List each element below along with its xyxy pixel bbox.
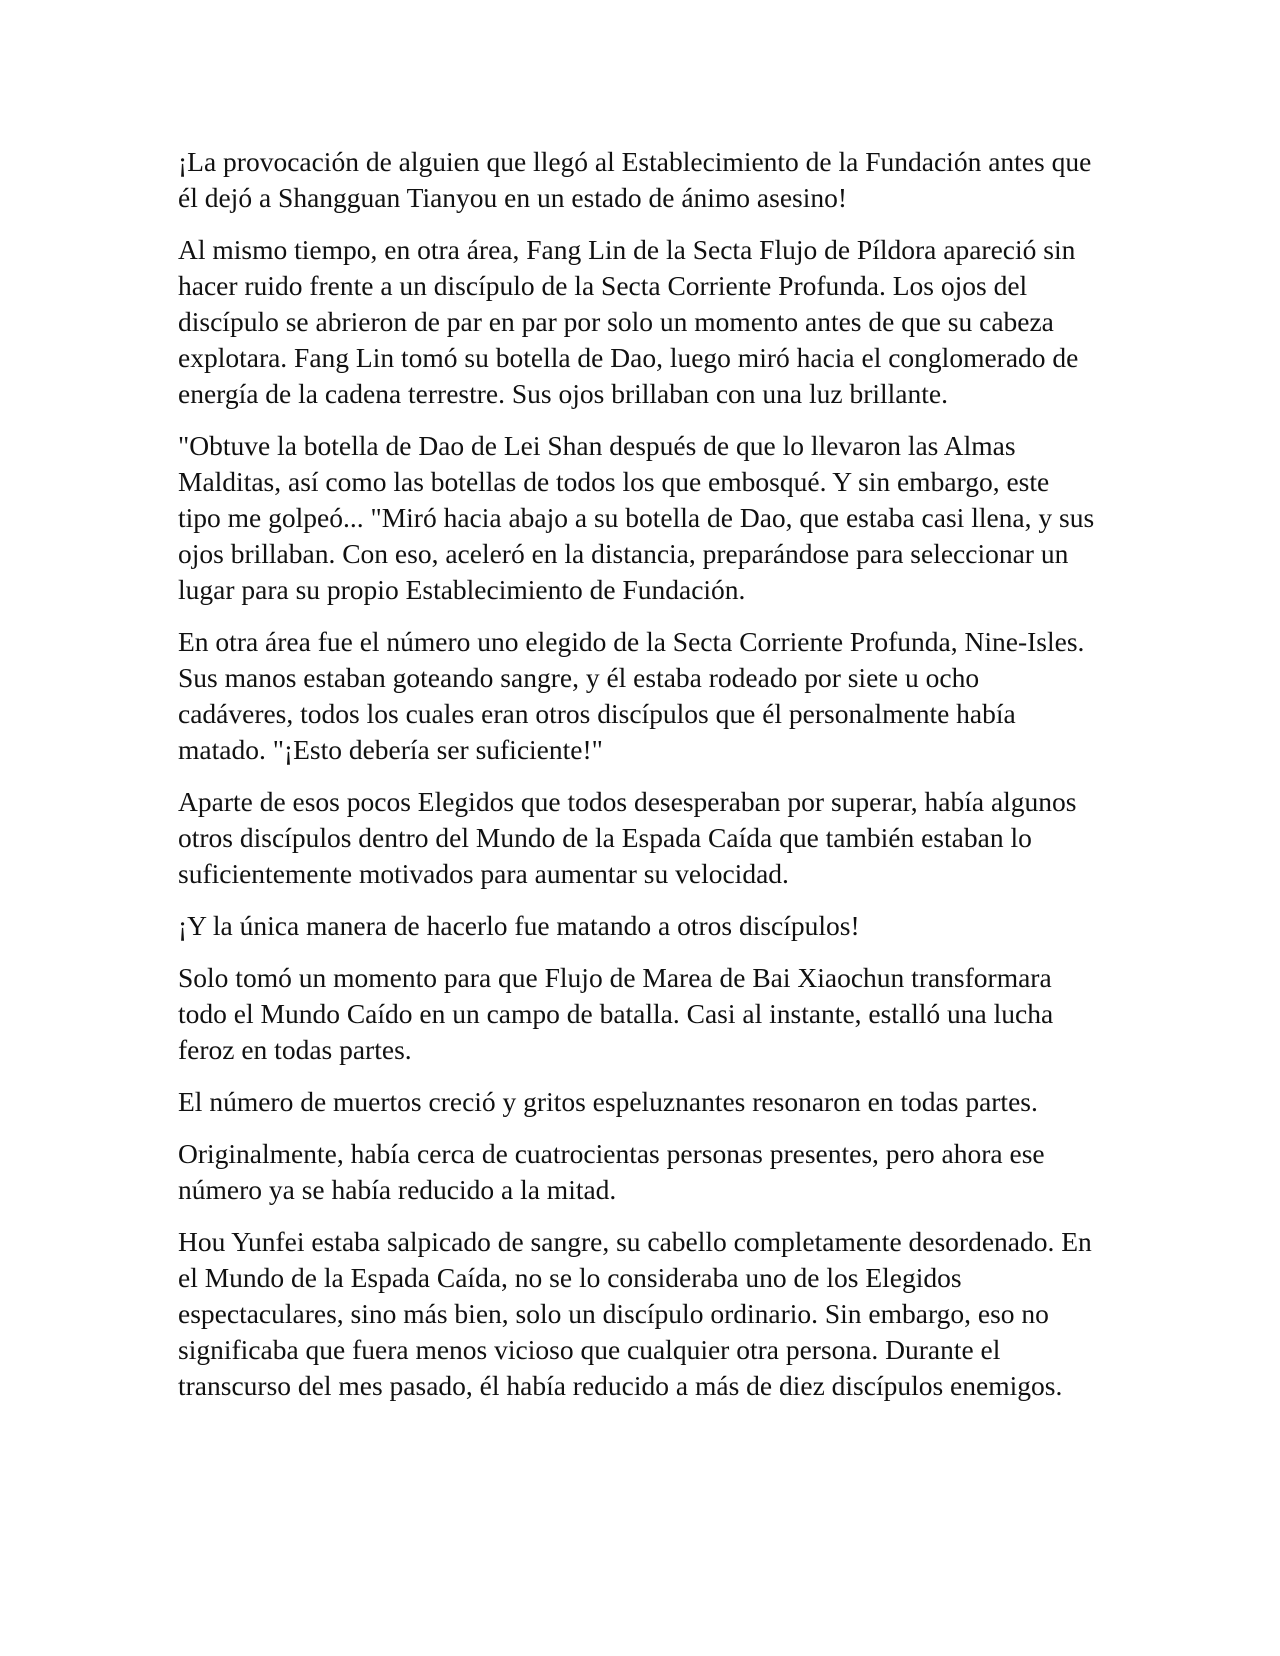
paragraph-10: Hou Yunfei estaba salpicado de sangre, su cabello completamente desordenado. En el Mundo de la Espada Caída, no se lo consideraba uno de los Elegidos espectaculares, sino más bien, solo un discípulo ordinario. Sin embargo, eso no significaba que fuera menos vicioso que cualquier otra persona. Durante el transcurso del mes pasado, él había reducido a más de diez discípulos enemigos. (178, 1226, 1092, 1401)
document-body (178, 144, 1098, 1420)
paragraph-4: En otra área fue el número uno elegido de la Secta Corriente Profunda, Nine-Isles. Sus manos estaban goteando sangre, y él estaba rodeado por siete u ocho cadáveres, todos los cuales eran otros discípulos que él personalmente había matado. "¡Esto debería ser suficiente!" (178, 626, 1085, 765)
paragraph-7: Solo tomó un momento para que Flujo de Marea de Bai Xiaochun transformara todo el Mundo Caído en un campo de batalla. Casi al instante, estalló una lucha feroz en todas partes. (178, 962, 1054, 1065)
paragraph-5: Aparte de esos pocos Elegidos que todos desesperaban por superar, había algunos otros discípulos dentro del Mundo de la Espada Caída que también estaban lo suficientemente motivados para aumentar su velocidad. (178, 786, 1077, 889)
paragraph-3: "Obtuve la botella de Dao de Lei Shan después de que lo llevaron las Almas Malditas, así como las botellas de todos los que embosqué. Y sin embargo, este tipo me golpeó... "Miró hacia abajo a su botella de Dao, que estaba casi llena, y sus ojos brillaban. Con eso, aceleró en la distancia, preparándose para seleccionar un lugar para su propio Establecimiento de Fundación. (178, 430, 1095, 605)
paragraph-1: ¡La provocación de alguien que llegó al Establecimiento de la Fundación antes que él dejó a Shangguan Tianyou en un estado de ánimo asesino! (178, 146, 1092, 213)
paragraph-2: Al mismo tiempo, en otra área, Fang Lin de la Secta Flujo de Píldora apareció sin hacer ruido frente a un discípulo de la Secta Corriente Profunda. Los ojos del discípulo se abrieron de par en par por solo un momento antes de que su cabeza explotara. Fang Lin tomó su botella de Dao, luego miró hacia el conglomerado de energía de la cadena terrestre. Sus ojos brillaban con una luz brillante. (178, 234, 1079, 409)
paragraph-9: Originalmente, había cerca de cuatrocientas personas presentes, pero ahora ese número ya se había reducido a la mitad. (178, 1138, 1045, 1205)
paragraph-6: ¡Y la única manera de hacerlo fue matando a otros discípulos! (178, 910, 860, 941)
paragraph-8: El número de muertos creció y gritos espeluznantes resonaron en todas partes. (178, 1086, 1038, 1117)
